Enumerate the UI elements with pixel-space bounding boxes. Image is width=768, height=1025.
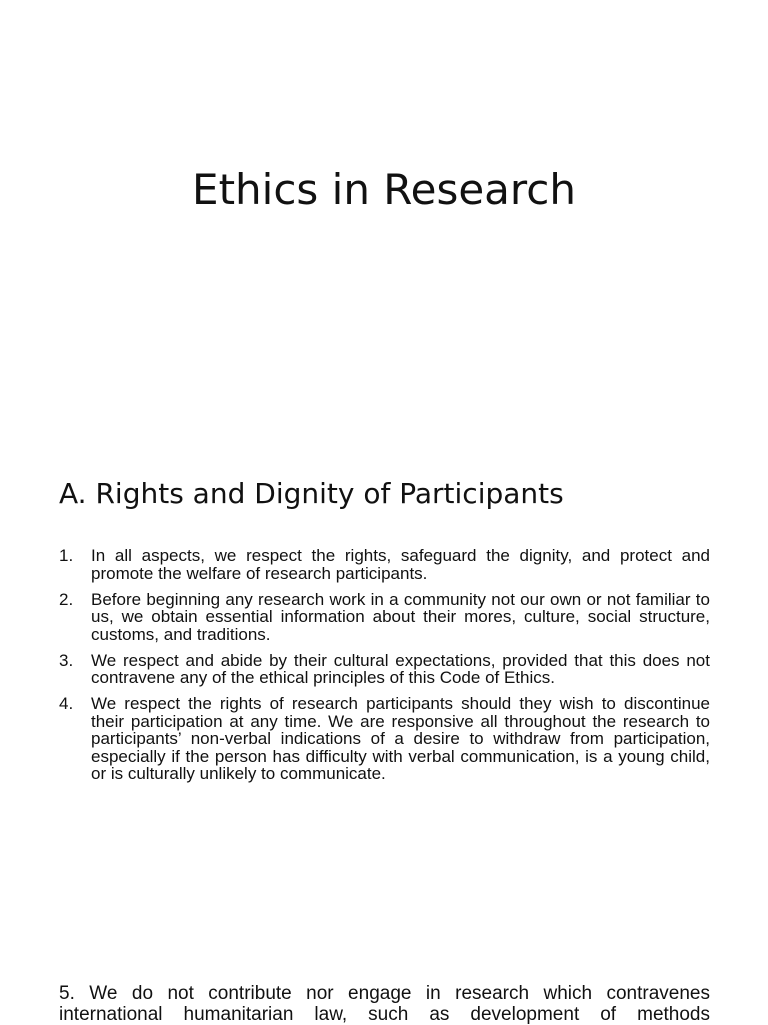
list-item-number: 1. [59,546,74,565]
item-5-line: international humanitarian law, such as development of methods [59,1004,710,1025]
list-item [59,695,710,783]
list-item-number: 4. [59,694,74,713]
list-item-text: Before beginning any research work in a community not our own or not familiar to us, we obtain essential information about their mores, culture, social structure, customs, and traditions. [91,589,710,644]
list-item-text: We respect and abide by their cultural expectations, provided that this does not contravene any of the ethical principles of this Code of Ethics. [91,650,710,687]
rights-list [59,547,710,791]
item-5-line: 5. We do not contribute nor engage in research which contravenes [59,983,710,1004]
item-5-paragraph [59,983,710,1025]
list-item [59,591,710,644]
list-item-text: We respect the rights of research participants should they wish to discontinue their participation at any time. We are responsive all throughout the research to participants’ non-verbal indications of a desire to withdraw from participation, especially if the person has difficulty with verbal communication, is a young child, or is culturally unlikely to communicate. [91,694,710,783]
list-item-number: 2. [59,589,74,609]
next-slide [0,924,768,1024]
list-item [59,547,710,582]
list-item-text: In all aspects, we respect the rights, safeguard the dignity, and protect and promote the welfare of research participants. [91,546,710,583]
list-item-number: 3. [59,650,74,670]
rights-slide [0,384,768,924]
section-heading: A. Rights and Dignity of Participants [59,477,564,510]
page-title: Ethics in Research [192,165,576,214]
title-slide [0,0,768,384]
list-item [59,652,710,687]
